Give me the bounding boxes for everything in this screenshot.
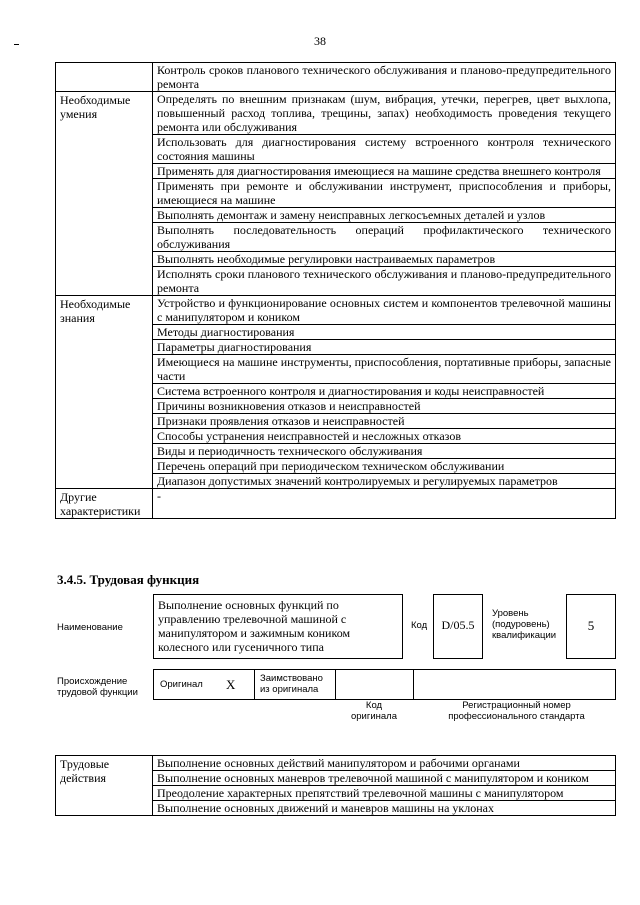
requirement-item: Признаки проявления отказов и неисправностей <box>153 414 616 429</box>
requirement-item: - <box>153 489 616 519</box>
code-box <box>433 594 483 659</box>
requirement-item: Имеющиеся на машине инструменты, приспособления, портативные приборы, запасные части <box>153 355 616 384</box>
labor-action-item: Выполнение основных движений и маневров машины на уклонах <box>153 801 616 816</box>
labor-action-row <box>56 756 616 771</box>
requirement-item: Выполнять последовательность операций профилактического технического обслуживания <box>153 223 616 252</box>
requirement-item: Выполнять необходимые регулировки настраиваемых параметров <box>153 252 616 267</box>
requirement-item: Способы устранения неисправностей и несложных отказов <box>153 429 616 444</box>
level-label: Уровень (подуровень) квалификации <box>492 608 557 641</box>
original-label: Оригинал <box>160 679 203 690</box>
requirement-item: Применять при ремонте и обслуживании инструмент, приспособления и приборы, имеющиеся на машине <box>153 179 616 208</box>
original-cell <box>154 670 255 699</box>
requirement-item: Методы диагностирования <box>153 325 616 340</box>
original-mark: X <box>226 677 236 692</box>
requirement-row <box>56 296 616 325</box>
function-name-label: Наименование <box>57 622 123 633</box>
requirement-item: Параметры диагностирования <box>153 340 616 355</box>
requirement-item: Причины возникновения отказов и неисправностей <box>153 399 616 414</box>
regnum-caption: Регистрационный номер профессионального стандарта <box>448 700 585 722</box>
margin-mark <box>14 44 19 45</box>
regnum-cell <box>413 670 615 699</box>
requirement-item: Устройство и функционирование основных систем и компонентов трелевочной машины с манипулятором и коником <box>153 296 616 325</box>
level-value: 5 <box>587 618 595 633</box>
code-original-caption: Код оригинала <box>350 700 397 722</box>
labor-action-item: Выполнение основных действий манипулятором и рабочими органами <box>153 756 616 771</box>
function-name-value: Выполнение основных функций по управлению трелевочной машиной с манипулятором и зажимным коником колесного или гусеничного типа <box>158 598 351 654</box>
requirement-category: Необходимые умения <box>56 92 153 296</box>
labor-actions-table <box>55 755 616 816</box>
requirement-category: Другие характеристики <box>56 489 153 519</box>
section-title: 3.4.5. Трудовая функция <box>57 572 200 587</box>
requirement-row <box>56 489 616 519</box>
code-original-cell <box>335 670 414 699</box>
requirement-row <box>56 92 616 135</box>
page-number: 38 <box>314 34 326 48</box>
requirement-item: Диапазон допустимых значений контролируемых и регулируемых параметров <box>153 474 616 489</box>
function-name-box <box>153 594 403 659</box>
code-label: Код <box>411 620 428 631</box>
requirement-item: Использовать для диагностирования систему встроенного контроля технического состояния машины <box>153 135 616 164</box>
requirement-category: Необходимые знания <box>56 296 153 489</box>
requirement-item: Применять для диагностирования имеющиеся на машине средства внешнего контроля <box>153 164 616 179</box>
level-box <box>566 594 616 659</box>
requirement-category <box>56 63 153 92</box>
requirement-row <box>56 63 616 92</box>
requirements-table <box>55 62 616 519</box>
requirement-item: Контроль сроков планового технического обслуживания и планово-предупредительного ремонта <box>153 63 616 92</box>
origin-label: Происхождение трудовой функции <box>57 676 138 698</box>
requirement-item: Исполнять сроки планового технического обслуживания и планово-предупредительного ремонта <box>153 267 616 296</box>
labor-action-item: Преодоление характерных препятствий трелевочной машины с манипулятором <box>153 786 616 801</box>
borrowed-label: Заимствовано из оригинала <box>260 673 323 695</box>
requirement-item: Перечень операций при периодическом техническом обслуживании <box>153 459 616 474</box>
labor-action-item: Выполнение основных маневров трелевочной машиной с манипулятором и коником <box>153 771 616 786</box>
code-value: D/05.5 <box>441 618 475 632</box>
requirement-item: Определять по внешним признакам (шум, вибрация, утечки, перегрев, цвет выхлопа, повышенный расход топлива, трещины, запах) необходимость проведения текущего ремонта или обслуживания <box>153 92 616 135</box>
requirement-item: Система встроенного контроля и диагностирования и коды неисправностей <box>153 384 616 399</box>
origin-row <box>153 669 616 700</box>
requirement-item: Виды и периодичность технического обслуживания <box>153 444 616 459</box>
labor-action-category: Трудовые действия <box>56 756 153 816</box>
requirement-item: Выполнять демонтаж и замену неисправных легкосъемных деталей и узлов <box>153 208 616 223</box>
